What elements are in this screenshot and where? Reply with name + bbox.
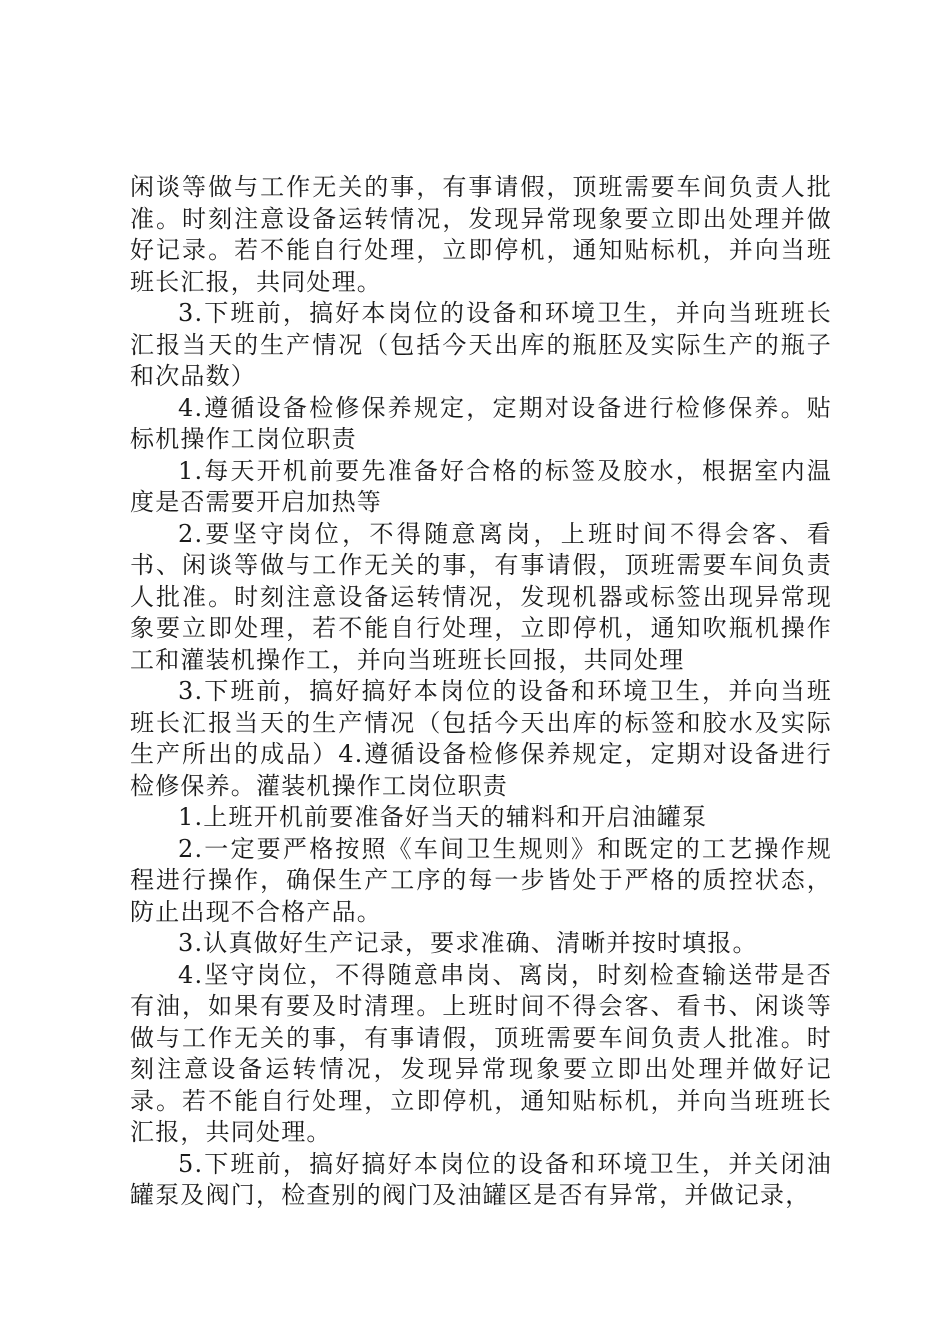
paragraph-item: 4.坚守岗位，不得随意串岗、离岗，时刻检查输送带是否有油，如果有要及时清理。上班时间不得会客、看书、闲谈等做与工作无关的事，有事请假，顶班需要车间负责人批准。时刻注意设备运转情况，发现异常现象要立即出处理并做好记录。若不能自行处理，立即停机，通知贴标机，并向当班班长汇报，共同处理。 <box>130 960 832 1146</box>
paragraph-item: 2.一定要严格按照《车间卫生规则》和既定的工艺操作规程进行操作，确保生产工序的每一步皆处于严格的质控状态，防止出现不合格产品。 <box>130 834 832 926</box>
paragraph-item: 2.要坚守岗位，不得随意离岗，上班时间不得会客、看书、闲谈等做与工作无关的事，有事请假，顶班需要车间负责人批准。时刻注意设备运转情况，发现机器或标签出现异常现象要立即处理，若不能自行处理，立即停机，通知吹瓶机操作工和灌装机操作工，并向当班班长回报，共同处理 <box>130 519 832 674</box>
paragraph-item: 5.下班前，搞好搞好本岗位的设备和环境卫生，并关闭油罐泵及阀门，检查别的阀门及油罐区是否有异常，并做记录， <box>130 1149 832 1209</box>
paragraph-continuation: 闲谈等做与工作无关的事，有事请假，顶班需要车间负责人批准。时刻注意设备运转情况，发现异常现象要立即出处理并做好记录。若不能自行处理，立即停机，通知贴标机，并向当班班长汇报，共同处理。 <box>130 173 832 296</box>
paragraph-item: 4.遵循设备检修保养规定，定期对设备进行检修保养。贴标机操作工岗位职责 <box>130 393 832 453</box>
paragraph-item: 1.每天开机前要先准备好合格的标签及胶水，根据室内温度是否需要开启加热等 <box>130 456 832 516</box>
paragraph-item: 3.下班前，搞好搞好本岗位的设备和环境卫生，并向当班班长汇报当天的生产情况（包括今天出库的标签和胶水及实际生产所出的成品）4.遵循设备检修保养规定，定期对设备进行检修保养。灌装机操作工岗位职责 <box>130 677 832 800</box>
paragraph-item: 3.下班前，搞好本岗位的设备和环境卫生，并向当班班长汇报当天的生产情况（包括今天出库的瓶胚及实际生产的瓶子和次品数） <box>130 299 832 390</box>
document-body <box>130 172 832 1212</box>
paragraph-item: 3.认真做好生产记录，要求准确、清晰并按时填报。 <box>178 929 758 957</box>
paragraph-item: 1.上班开机前要准备好当天的辅料和开启油罐泵 <box>178 803 708 831</box>
